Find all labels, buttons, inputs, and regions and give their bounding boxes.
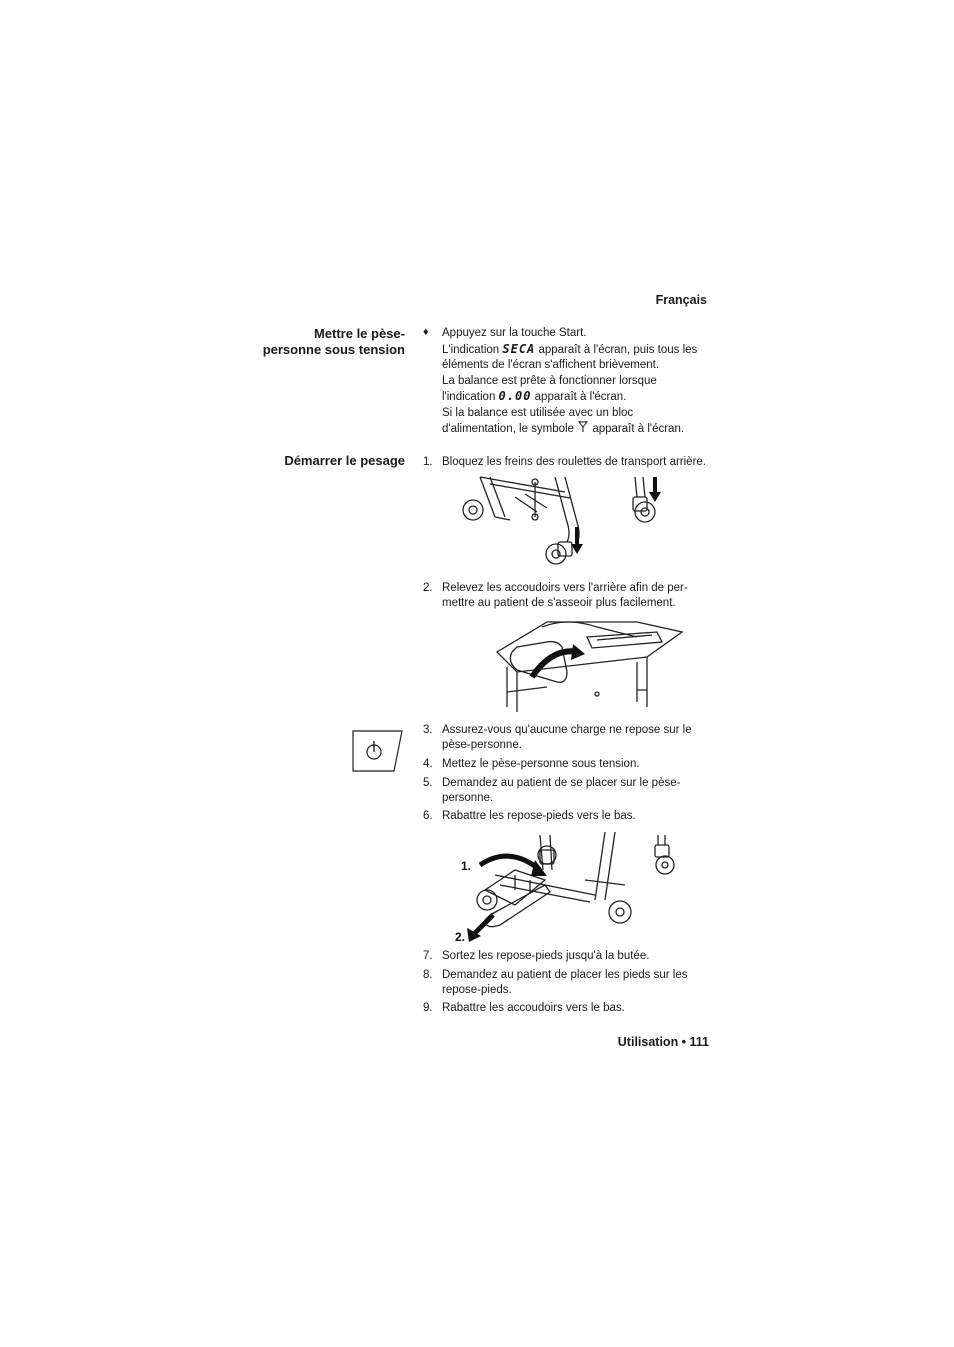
step-text: Mettez le pèse-personne sous tension.: [442, 758, 640, 770]
step-text: Sortez les repose-pieds jusqu'à la butée.: [442, 950, 650, 962]
instruction-line: d'alimentation, le symbole apparaît à l'écran.: [442, 423, 685, 435]
step-number: 5.: [423, 777, 433, 789]
instruction-line: Appuyez sur la touche Start.: [442, 327, 587, 339]
bullet-icon: ♦: [423, 326, 429, 338]
instruction-line: La balance est prête à fonctionner lorsque: [442, 374, 657, 387]
section-title-power-on: [205, 326, 405, 358]
step-number: 6.: [423, 810, 433, 822]
instruction-line: L'indication SECA apparaît à l'écran, puis tous les: [442, 341, 698, 356]
section-title-line1: Mettre le pèse-: [313, 326, 405, 341]
step-number: 9.: [423, 1002, 433, 1014]
page-footer: Utilisation • 111: [617, 1035, 709, 1049]
step-text: Bloquez les freins des roulettes de transport arrière.: [442, 456, 706, 468]
section-title-start-weighing: Démarrer le pesage: [284, 453, 405, 468]
figure-armrests: [487, 612, 687, 716]
figure-label-1: 1.: [461, 859, 472, 873]
power-button-icon: [352, 730, 404, 772]
figure-brakes: [455, 472, 695, 572]
step-text: Demandez au patient de placer les pieds sur les repose-pieds.: [442, 969, 688, 996]
lcd-zero-display: 0.00: [498, 389, 532, 403]
section-title-line2: personne sous tension: [262, 342, 405, 357]
step-text: Demandez au patient de se placer sur le pèse-personne.: [442, 777, 681, 804]
figure-label-2: 2.: [455, 930, 466, 944]
step-number: 1.: [423, 456, 433, 468]
figure-footrests: [455, 830, 685, 945]
step-number: 2.: [423, 582, 433, 594]
language-header: Français: [655, 293, 707, 307]
step-number: 8.: [423, 969, 433, 981]
instruction-line: l'indication 0.00 apparaît à l'écran.: [442, 389, 627, 403]
step-number: 4.: [423, 758, 433, 770]
step-text: Rabattre les repose-pieds vers le bas.: [442, 810, 636, 822]
lcd-seca-display: SECA: [502, 341, 536, 356]
step-number: 3.: [423, 724, 433, 736]
power-on-instructions: [442, 326, 717, 438]
step-number: 7.: [423, 950, 433, 962]
instruction-line: Si la balance est utilisée avec un bloc: [442, 406, 634, 419]
instruction-line: éléments de l'écran s'affichent brièvement.: [442, 359, 660, 371]
step-text: Relevez les accoudoirs vers l'arrière afin de per-mettre au patient de s'asseoir plus facilement.: [442, 582, 688, 609]
step-text: Rabattre les accoudoirs vers le bas.: [442, 1002, 625, 1014]
step-text: Assurez-vous qu'aucune charge ne repose sur le pèse-personne.: [442, 724, 692, 751]
power-adapter-icon: [577, 421, 589, 433]
